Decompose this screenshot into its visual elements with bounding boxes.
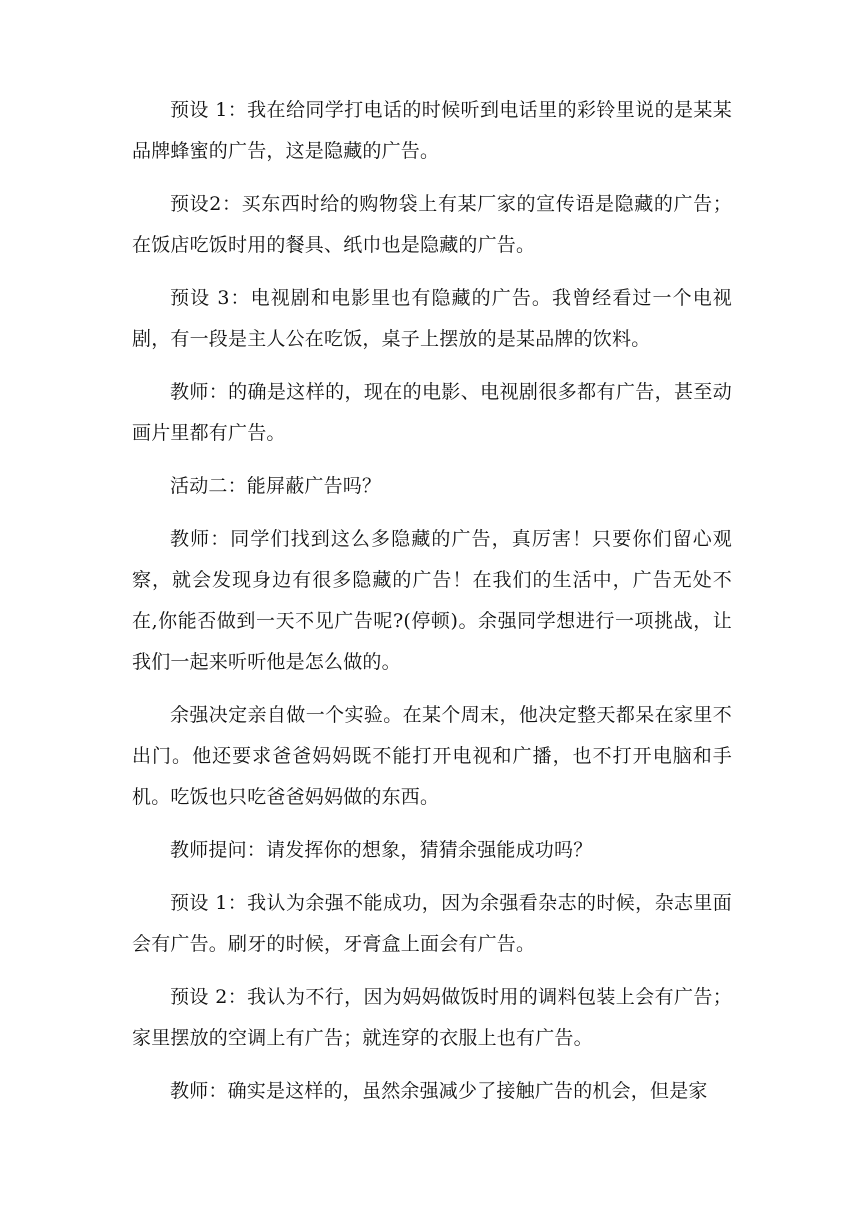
paragraph-yuqiang-experiment: 余强决定亲自做一个实验。在某个周末，他决定整天都呆在家里不出门。他还要求爸爸妈妈既不能打开电视和广播，也不打开电脑和手机。吃饭也只吃爸爸妈妈做的东西。 bbox=[132, 704, 732, 808]
activity-two-heading: 活动二：能屏蔽广告吗？ bbox=[170, 475, 382, 497]
paragraph-teacher-2: 教师：同学们找到这么多隐藏的广告，真厉害！只要你们留心观察，就会发现身边有很多隐藏的广告！在我们的生活中，广告无处不在,你能否做到一天不见广告呢?(停顿)。余强同学想进行一项挑战，让我们一起来听听他是怎么做的。 bbox=[132, 528, 732, 673]
paragraph-teacher-3: 教师：确实是这样的，虽然余强减少了接触广告的机会，但是家 bbox=[170, 1080, 708, 1102]
document-body bbox=[132, 90, 732, 1124]
paragraph-teacher-question: 教师提问：请发挥你的想象，猜猜余强能成功吗？ bbox=[170, 839, 593, 861]
paragraph-preset-2-b: 预设 2：我认为不行，因为妈妈做饭时用的调料包装上会有广告；家里摆放的空调上有广告；就连穿的衣服上也有广告。 bbox=[132, 986, 732, 1049]
paragraph-preset-3: 预设 3：电视剧和电影里也有隐藏的广告。我曾经看过一个电视剧，有一段是主人公在吃饭，桌子上摆放的是某品牌的饮料。 bbox=[132, 287, 732, 350]
paragraph-preset-2: 预设2：买东西时给的购物袋上有某厂家的宣传语是隐藏的广告；在饭店吃饭时用的餐具、纸巾也是隐藏的广告。 bbox=[132, 193, 732, 256]
paragraph-preset-1-b: 预设 1：我认为余强不能成功，因为余强看杂志的时候，杂志里面会有广告。刷牙的时候，牙膏盒上面会有广告。 bbox=[132, 892, 732, 955]
paragraph-preset-1: 预设 1：我在给同学打电话的时候听到电话里的彩铃里说的是某某品牌蜂蜜的广告，这是隐藏的广告。 bbox=[132, 99, 732, 162]
paragraph-teacher-1: 教师：的确是这样的，现在的电影、电视剧很多都有广告，甚至动画片里都有广告。 bbox=[132, 381, 732, 444]
